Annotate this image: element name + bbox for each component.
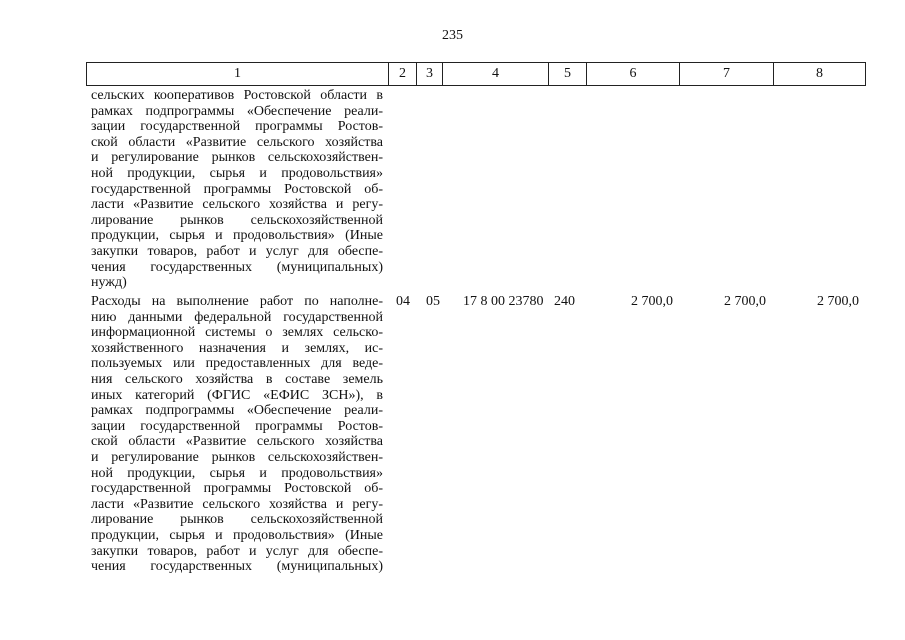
row2-line: лирование рынков сельскохозяйственной: [91, 512, 383, 528]
row2-line: закупки товаров, работ и услуг для обеспе-: [91, 543, 383, 559]
row2-line: иных категорий (ФГИС «ЕФИС ЗСН»), в: [91, 387, 383, 403]
row1-line: ной продукции, сырья и продовольствия»: [91, 165, 383, 181]
row1-line: закупки товаров, работ и услуг для обеспе-: [91, 243, 383, 259]
table-row: [91, 88, 383, 291]
row1-line: чения государственных (муниципальных): [91, 259, 383, 275]
row2-line: рамках подпрограммы «Обеспечение реали-: [91, 403, 383, 419]
header-col-7: 7: [680, 63, 774, 85]
cell-sum-col7: 2 700,0: [724, 294, 766, 309]
row1-line: продукции, сырья и продовольствия» (Иные: [91, 228, 383, 244]
row1-line: нужд): [91, 275, 127, 291]
row1-line: лирование рынков сельскохозяйственной: [91, 212, 383, 228]
row2-line: и регулирование рынков сельскохозяйствен-: [91, 449, 383, 465]
row1-line: сельских кооперативов Ростовской области в: [91, 88, 383, 103]
row2-line: пользуемых или предоставленных для веде-: [91, 356, 383, 372]
header-col-6: 6: [587, 63, 680, 85]
row1-line: и регулирование рынков сельскохозяйствен-: [91, 150, 383, 166]
page-number: 235: [442, 28, 463, 43]
cell-sum-col8: 2 700,0: [817, 294, 859, 309]
table-header-row: [86, 62, 866, 86]
row2-line: ской области «Развитие сельского хозяйства: [91, 434, 383, 450]
row2-line: чения государственных (муниципальных): [91, 559, 383, 575]
header-col-5: 5: [549, 63, 587, 85]
row2-line: информационной системы о землях сельско-: [91, 325, 383, 341]
header-col-4: 4: [443, 63, 549, 85]
cell-vr: 240: [554, 294, 575, 309]
cell-csr: 17 8 00 23780: [463, 294, 544, 309]
row2-line: Расходы на выполнение работ по наполне-: [91, 294, 383, 309]
row2-line: хозяйственного назначения и землях, ис-: [91, 340, 383, 356]
header-col-8: 8: [774, 63, 866, 85]
header-col-3: 3: [417, 63, 443, 85]
header-col-2: 2: [389, 63, 417, 85]
row1-line: государственной программы Ростовской об-: [91, 181, 383, 197]
cell-sum-col6: 2 700,0: [631, 294, 673, 309]
row1-line: ской области «Развитие сельского хозяйства: [91, 134, 383, 150]
row1-line: ласти «Развитие сельского хозяйства и регу-: [91, 197, 383, 213]
header-col-1: 1: [87, 63, 389, 85]
row2-line: ласти «Развитие сельского хозяйства и регу-: [91, 496, 383, 512]
row2-line: продукции, сырья и продовольствия» (Иные: [91, 527, 383, 543]
row1-line: рамках подпрограммы «Обеспечение реали-: [91, 103, 383, 119]
row2-line: нию данными федеральной государственной: [91, 309, 383, 325]
row2-line: ной продукции, сырья и продовольствия»: [91, 465, 383, 481]
cell-pr: 05: [426, 294, 440, 309]
row2-line: ния сельского хозяйства в составе земель: [91, 371, 383, 387]
row2-line: государственной программы Ростовской об-: [91, 481, 383, 497]
cell-rz: 04: [396, 294, 410, 309]
table-row: [91, 294, 383, 575]
row2-line: зации государственной программы Ростов-: [91, 418, 383, 434]
row1-line: зации государственной программы Ростов-: [91, 119, 383, 135]
